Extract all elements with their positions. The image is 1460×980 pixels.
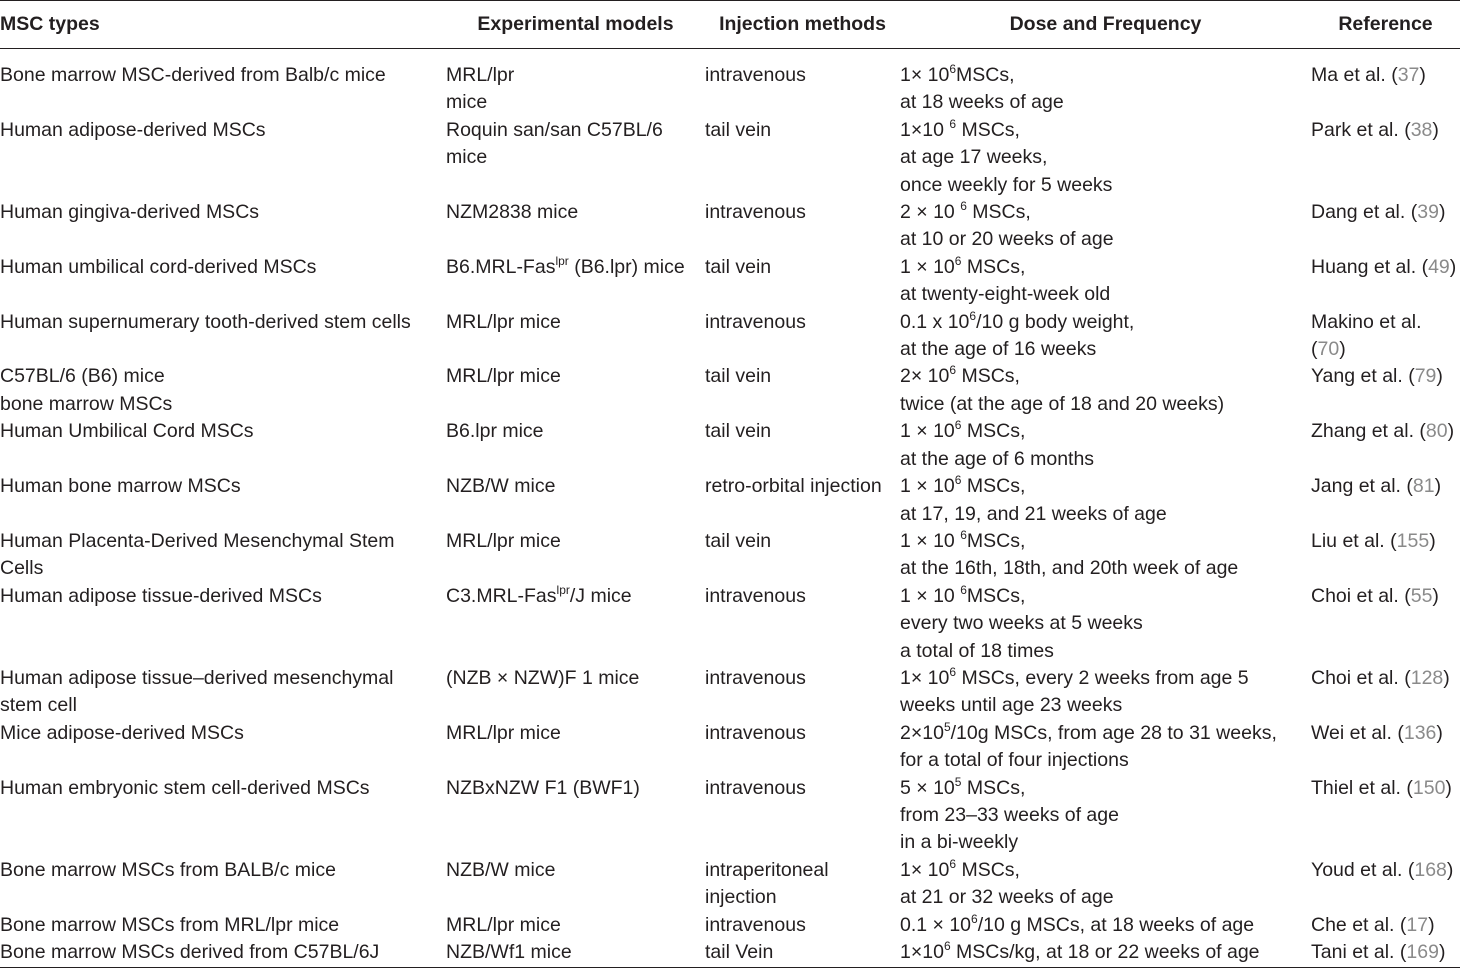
method-text: tail vein: [705, 529, 772, 552]
reference-number: 128: [1410, 666, 1444, 689]
dose-text: $1 \times 10^6$ MSCs,: [900, 418, 1026, 443]
cell-injection-method: [705, 939, 900, 968]
model-text: MRL/lpr mice: [446, 721, 561, 744]
cell-msc-type: [0, 117, 446, 199]
cell-reference: [1311, 528, 1460, 583]
dose-text: $1\times 10^6MSCs$,: [900, 62, 1015, 86]
model-text: MRL/lpr: [446, 64, 515, 86]
dose-text: for a total of four injections: [900, 749, 1129, 772]
dose-text: at twenty-eight-week old: [900, 283, 1111, 306]
reference-line: Dang et al. (39): [1311, 201, 1446, 224]
cell-reference: [1311, 583, 1460, 665]
superscript: 6: [954, 418, 962, 433]
dose-text: at the age of 6 months: [900, 447, 1095, 470]
superscript: 6: [949, 856, 957, 871]
cell-experimental-model: [446, 857, 705, 912]
cell-msc-type: [0, 912, 446, 939]
msc-type-text: Human adipose tissue–derived mesenchymal: [0, 666, 394, 689]
header-experimental-models: Experimental models: [446, 1, 705, 49]
cell-msc-type: [0, 857, 446, 912]
cell-reference: [1311, 117, 1460, 199]
dose-text: twice (at the age of 18 and 20 weeks): [900, 392, 1225, 415]
cell-injection-method: [705, 720, 900, 775]
cell-experimental-model: [446, 363, 705, 418]
table-row: [0, 254, 1460, 309]
table-row: [0, 583, 1460, 665]
cell-dose-frequency: [900, 775, 1311, 857]
cell-injection-method: [705, 665, 900, 720]
dose-text: 0.1 x $10^6/10$ g body weight,: [900, 308, 1135, 333]
cell-experimental-model: [446, 418, 705, 473]
superscript: 6: [949, 664, 957, 679]
method-text: injection: [705, 886, 777, 909]
method-text: intravenous: [705, 776, 806, 799]
reference-number: 39: [1417, 201, 1439, 224]
reference-number: 17: [1406, 913, 1429, 936]
reference-number: 38: [1410, 118, 1433, 141]
dose-text: $0.1 \times 10^6/10$ g MSCs, at 18 weeks of age: [900, 911, 1255, 936]
table-row: [0, 857, 1460, 912]
table-row: [0, 199, 1460, 254]
cell-injection-method: [705, 254, 900, 309]
header-dose-frequency: Dose and Frequency: [900, 1, 1311, 49]
table-row: [0, 775, 1460, 857]
cell-msc-type: [0, 418, 446, 473]
superscript: 6: [954, 473, 962, 488]
method-text: retro-orbital injection: [705, 475, 882, 498]
cell-experimental-model: [446, 720, 705, 775]
table-row: [0, 309, 1460, 364]
method-text: intraperitoneal: [705, 858, 829, 881]
cell-msc-type: [0, 583, 446, 665]
superscript: 6: [960, 582, 967, 597]
cell-reference: [1311, 199, 1460, 254]
reference-line: Youd et al. (168): [1311, 858, 1454, 881]
msc-type-text: Bone marrow MSC-derived from Balb/c mice: [0, 64, 386, 86]
msc-type-text: stem cell: [0, 694, 77, 717]
model-text: MRL/lpr mice: [446, 365, 561, 388]
cell-injection-method: [705, 912, 900, 939]
cell-dose-frequency: [900, 473, 1311, 528]
dose-text: from 23–33 weeks of age: [900, 803, 1119, 826]
model-text: MRL/lpr mice: [446, 529, 561, 552]
superscript: 6: [960, 199, 967, 214]
method-text: tail vein: [705, 255, 772, 278]
msc-type-text: Human umbilical cord-derived MSCs: [0, 255, 317, 278]
dose-text: $1\times 10^6$ MSCs,: [900, 856, 1020, 881]
dose-text: $1 \times 10^6$ MSCs,: [900, 473, 1026, 498]
dose-text: at the age of 16 weeks: [900, 338, 1097, 361]
reference-number: 70: [1317, 338, 1340, 361]
cell-reference: [1311, 49, 1460, 117]
cell-dose-frequency: [900, 254, 1311, 309]
reference-line: Huang et al. (49): [1311, 255, 1457, 278]
msc-type-text: Human adipose-derived MSCs: [0, 118, 266, 141]
dose-text: at the 16th, 18th, and 20th week of age: [900, 557, 1239, 580]
cell-dose-frequency: [900, 363, 1311, 418]
dose-text: at 10 or 20 weeks of age: [900, 228, 1114, 251]
reference-line: Ma et al. (37): [1311, 64, 1426, 86]
model-text: mice: [446, 91, 488, 114]
table-row: [0, 912, 1460, 939]
cell-injection-method: [705, 49, 900, 117]
cell-experimental-model: [446, 912, 705, 939]
model-text: C3.MRL-Fas$^{lpr}$/J mice: [446, 582, 632, 607]
dose-text: $2\times 10^6$ MSCs,: [900, 363, 1020, 388]
model-text: MRL/lpr mice: [446, 913, 561, 936]
cell-injection-method: [705, 583, 900, 665]
cell-injection-method: [705, 418, 900, 473]
cell-injection-method: [705, 309, 900, 364]
cell-reference: [1311, 363, 1460, 418]
cell-experimental-model: [446, 528, 705, 583]
cell-dose-frequency: [900, 583, 1311, 665]
cell-dose-frequency: [900, 309, 1311, 364]
header-msc-types: MSC types: [0, 1, 446, 49]
model-text: NZB/Wf1 mice: [446, 941, 572, 963]
cell-msc-type: [0, 473, 446, 528]
cell-reference: [1311, 665, 1460, 720]
method-text: tail vein: [705, 365, 772, 388]
header-injection-methods: Injection methods: [705, 1, 900, 49]
cell-dose-frequency: [900, 528, 1311, 583]
method-text: intravenous: [705, 584, 806, 607]
cell-dose-frequency: [900, 720, 1311, 775]
msc-type-text: Bone marrow MSCs from MRL/lpr mice: [0, 913, 340, 936]
superscript: 6: [969, 308, 977, 323]
cell-injection-method: [705, 199, 900, 254]
reference-line: Choi et al. (128): [1311, 666, 1450, 689]
cell-reference: [1311, 720, 1460, 775]
msc-type-text: Human gingiva-derived MSCs: [0, 201, 260, 224]
table-row: [0, 49, 1460, 117]
dose-text: at 18 weeks of age: [900, 91, 1064, 114]
reference-number: 169: [1406, 941, 1439, 963]
msc-type-text: bone marrow MSCs: [0, 392, 173, 415]
cell-injection-method: [705, 775, 900, 857]
reference-number: 155: [1396, 529, 1430, 552]
msc-type-text: Human adipose tissue-derived MSCs: [0, 584, 322, 607]
table-row: [0, 117, 1460, 199]
cell-dose-frequency: [900, 857, 1311, 912]
msc-type-text: Bone marrow MSCs from BALB/c mice: [0, 858, 336, 881]
table-row: [0, 939, 1460, 968]
msc-type-text: Mice adipose-derived MSCs: [0, 721, 244, 744]
method-text: intravenous: [705, 201, 806, 224]
dose-text: weeks until age 23 weeks: [900, 694, 1123, 717]
cell-experimental-model: [446, 775, 705, 857]
cell-msc-type: [0, 363, 446, 418]
superscript: 6: [949, 116, 957, 131]
method-text: intravenous: [705, 721, 806, 744]
msc-type-text: Human Placenta-Derived Mesenchymal Stem: [0, 529, 395, 552]
method-text: intravenous: [705, 64, 806, 86]
method-text: tail Vein: [705, 941, 774, 963]
reference-line: Yang et al. (79): [1311, 365, 1443, 388]
cell-injection-method: [705, 117, 900, 199]
superscript: 6: [949, 363, 957, 378]
cell-experimental-model: [446, 583, 705, 665]
method-text: intravenous: [705, 913, 806, 936]
reference-line: Jang et al. (81): [1311, 475, 1442, 498]
dose-text: at 21 or 32 weeks of age: [900, 886, 1114, 909]
dose-text: $1\times 10^6$ MSCs/kg, at 18 or 22 weeks of age: [900, 939, 1260, 963]
msc-type-text: Human supernumerary tooth-derived stem cells: [0, 310, 411, 333]
reference-number: 136: [1403, 721, 1437, 744]
superscript: lpr: [556, 582, 570, 597]
cell-experimental-model: [446, 473, 705, 528]
cell-experimental-model: [446, 309, 705, 364]
superscript: 5: [954, 774, 962, 789]
model-text: B6.MRL-Fas$^{lpr}$ (B6.lpr) mice: [446, 253, 685, 278]
dose-text: $1\times 10^6$ MSCs, every 2 weeks from age 5: [900, 664, 1249, 689]
dose-text: at age 17 weeks,: [900, 146, 1048, 169]
header-reference: Reference: [1311, 1, 1460, 49]
cell-msc-type: [0, 528, 446, 583]
cell-experimental-model: [446, 665, 705, 720]
dose-text: at 17, 19, and 21 weeks of age: [900, 502, 1167, 525]
cell-dose-frequency: [900, 939, 1311, 968]
table-row: [0, 473, 1460, 528]
method-text: tail vein: [705, 118, 772, 141]
cell-injection-method: [705, 857, 900, 912]
reference-line: Zhang et al. (80): [1311, 420, 1455, 443]
cell-experimental-model: [446, 199, 705, 254]
cell-reference: [1311, 939, 1460, 968]
method-text: intravenous: [705, 666, 806, 689]
reference-line: Liu et al. (155): [1311, 529, 1436, 552]
model-text: NZM2838 mice: [446, 201, 579, 224]
cell-reference: [1311, 418, 1460, 473]
dose-text: $1 \times 10^6$ MSCs,: [900, 253, 1026, 278]
cell-msc-type: [0, 720, 446, 775]
superscript: 6: [960, 527, 967, 542]
model-text: mice: [446, 146, 488, 169]
cell-msc-type: [0, 254, 446, 309]
model-text: NZB/W mice: [446, 475, 556, 498]
cell-dose-frequency: [900, 117, 1311, 199]
cell-dose-frequency: [900, 665, 1311, 720]
cell-injection-method: [705, 363, 900, 418]
model-text: MRL/lpr mice: [446, 310, 561, 333]
cell-dose-frequency: [900, 49, 1311, 117]
dose-text: a total of 18 times: [900, 639, 1054, 662]
reference-line: Tani et al. (169): [1311, 941, 1446, 963]
reference-number: 80: [1425, 420, 1448, 443]
dose-text: 1 × 10 $^6$MSCs,: [900, 582, 1026, 607]
dose-text: $5 \times 10^5$ MSCs,: [900, 774, 1026, 799]
msc-type-text: Bone marrow MSCs derived from C57BL/6J: [0, 941, 380, 963]
cell-msc-type: [0, 199, 446, 254]
reference-line: Thiel et al. (150): [1311, 776, 1452, 799]
dose-text: 1×10 $^6$ MSCs,: [900, 116, 1020, 141]
msc-type-text: C57BL/6 (B6) mice: [0, 365, 165, 388]
reference-line: Choi et al. (55): [1311, 584, 1439, 607]
cell-dose-frequency: [900, 912, 1311, 939]
superscript: 6: [943, 939, 951, 953]
table-row: [0, 418, 1460, 473]
dose-text: $2\times 10^5/10g$ MSCs, from age 28 to 31 weeks,: [900, 719, 1277, 744]
superscript: 6: [971, 911, 978, 926]
cell-reference: [1311, 775, 1460, 857]
msc-type-text: Human bone marrow MSCs: [0, 475, 241, 498]
cell-reference: [1311, 309, 1460, 364]
cell-reference: [1311, 857, 1460, 912]
cell-experimental-model: [446, 117, 705, 199]
msc-type-text: Human embryonic stem cell-derived MSCs: [0, 776, 370, 799]
cell-msc-type: [0, 775, 446, 857]
msc-type-text: Cells: [0, 557, 44, 580]
method-text: tail vein: [705, 420, 772, 443]
superscript: 5: [943, 719, 951, 734]
cell-dose-frequency: [900, 418, 1311, 473]
superscript: lpr: [555, 253, 569, 268]
cell-reference: [1311, 473, 1460, 528]
superscript: 6: [949, 62, 957, 76]
cell-reference: [1311, 912, 1460, 939]
table-row: [0, 528, 1460, 583]
cell-experimental-model: [446, 49, 705, 117]
reference-line: Wei et al. (136): [1311, 721, 1443, 744]
dose-text: once weekly for 5 weeks: [900, 173, 1113, 196]
cell-dose-frequency: [900, 199, 1311, 254]
table-row: [0, 720, 1460, 775]
table-row: [0, 665, 1460, 720]
cell-experimental-model: [446, 254, 705, 309]
cell-msc-type: [0, 665, 446, 720]
reference-line: (70): [1311, 338, 1346, 361]
cell-msc-type: [0, 939, 446, 968]
msc-type-text: Human Umbilical Cord MSCs: [0, 420, 254, 443]
model-text: (NZB × NZW)F 1 mice: [446, 666, 640, 689]
reference-number: 55: [1410, 584, 1433, 607]
dose-text: 2 × 10 $^6$ MSCs,: [900, 199, 1031, 224]
cell-reference: [1311, 254, 1460, 309]
method-text: intravenous: [705, 310, 806, 333]
reference-number: 150: [1412, 776, 1446, 799]
cell-msc-type: [0, 309, 446, 364]
superscript: 6: [954, 253, 962, 268]
model-text: NZB/W mice: [446, 858, 556, 881]
reference-number: 49: [1428, 255, 1450, 278]
model-text: NZBxNZW F1 (BWF1): [446, 776, 640, 799]
reference-number: 79: [1414, 365, 1437, 388]
dose-text: 1 × 10 $^6$MSCs,: [900, 527, 1026, 552]
reference-number: 37: [1397, 64, 1420, 86]
dose-text: every two weeks at 5 weeks: [900, 612, 1143, 635]
reference-line: Park et al. (38): [1311, 118, 1439, 141]
cell-injection-method: [705, 528, 900, 583]
reference-line: Che et al. (17): [1311, 913, 1435, 936]
table-header-row: [0, 1, 1460, 49]
reference-author: Makino et al.: [1311, 310, 1422, 333]
table-body: [0, 49, 1460, 968]
model-text: B6.lpr mice: [446, 420, 544, 443]
model-text: Roquin san/san C57BL/6: [446, 118, 663, 141]
table-row: [0, 363, 1460, 418]
cell-injection-method: [705, 473, 900, 528]
dose-text: in a bi-weekly: [900, 831, 1019, 854]
cell-experimental-model: [446, 939, 705, 968]
reference-number: 168: [1414, 858, 1447, 881]
reference-number: 81: [1412, 475, 1435, 498]
cell-msc-type: [0, 49, 446, 117]
